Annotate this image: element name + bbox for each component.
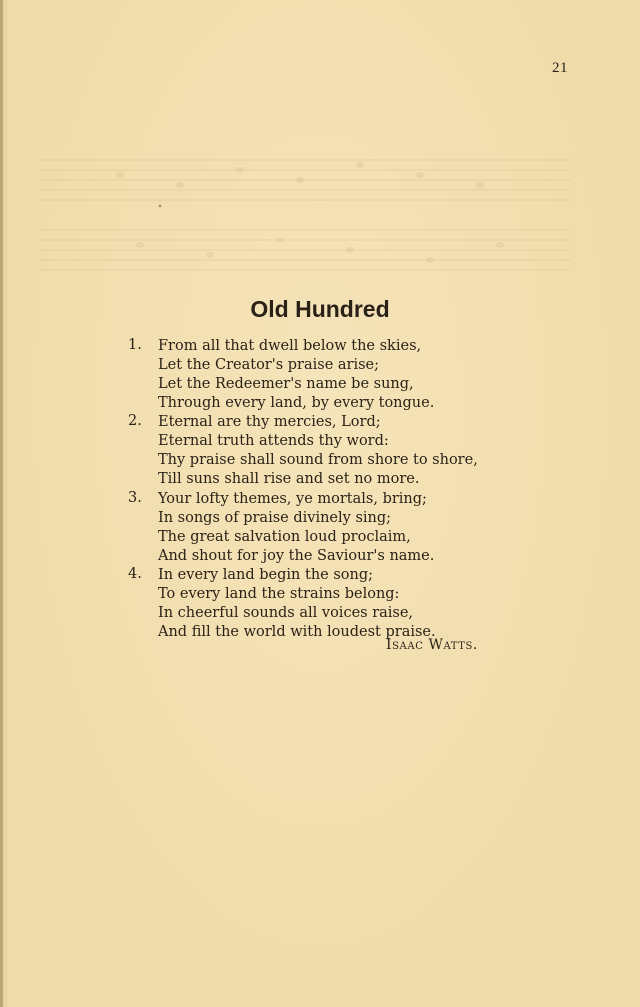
verse-line: Through every land, by every tongue. [158,395,435,411]
page-edge-shadow [0,0,3,1007]
verse-line: From all that dwell below the skies, [158,338,422,354]
verse-line: In songs of praise divinely sing; [158,510,392,526]
stanza-number: 2. [128,413,142,429]
verse-line: Till suns shall rise and set no more. [158,471,420,487]
verse-line: Thy praise shall sound from shore to shore, [158,452,478,468]
verse-line: Eternal are thy mercies, Lord; [158,414,381,430]
page-number: 21 [552,60,568,76]
verse-line: In cheerful sounds all voices raise, [158,605,414,621]
hymn-title: Old Hundred [250,296,390,322]
verse-line: The great salvation loud proclaim, [158,529,411,545]
stanza-number: 3. [128,490,142,506]
verse-line: In every land begin the song; [158,567,374,583]
stanza-number: 4. [128,566,142,582]
verse-line: To every land the strains belong: [158,586,400,602]
verse-line: And shout for joy the Saviour's name. [158,548,435,564]
verse-line: Your lofty themes, ye mortals, bring; [158,491,427,507]
verse-line: Let the Redeemer's name be sung, [158,376,414,392]
stanza-lines [158,566,436,642]
stanza-lines [158,490,434,566]
verse-line: Let the Creator's praise arise; [158,357,380,373]
verse-line: Eternal truth attends thy word: [158,433,389,449]
verse-line: And fill the world with loudest praise. [158,624,436,640]
stanza-lines [158,413,478,489]
author-attribution: Isaac Watts. [385,637,478,653]
stanza-number: 1. [128,337,142,353]
stanza-lines [158,337,434,413]
